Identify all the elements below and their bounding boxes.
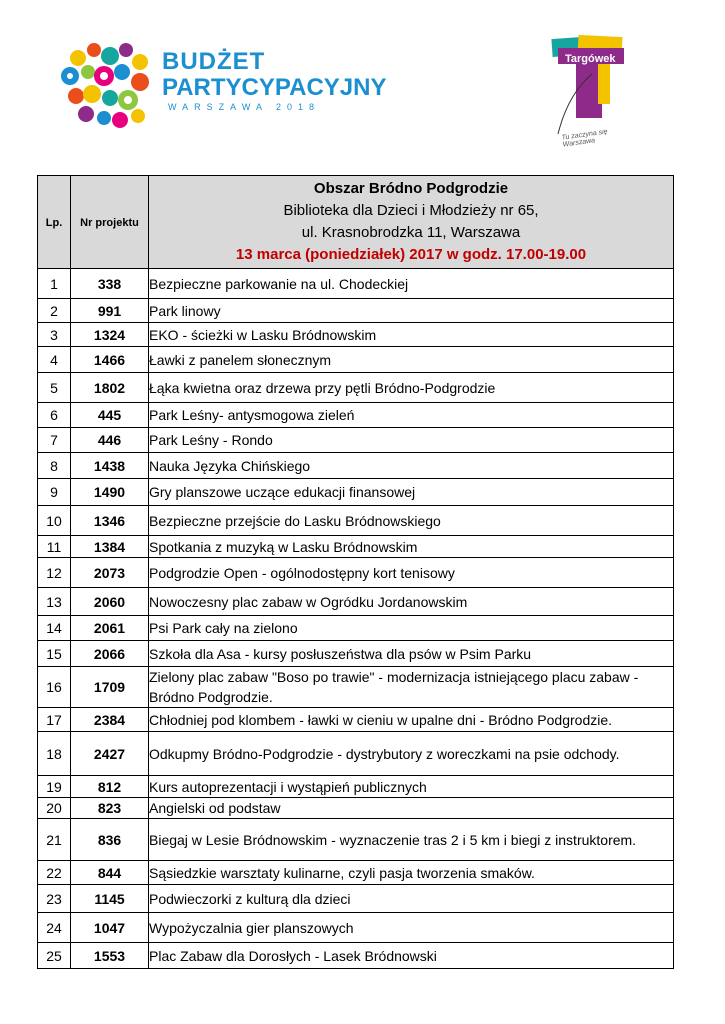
row-project-name: Angielski od podstaw (149, 798, 674, 819)
row-project-name: Bezpieczne parkowanie na ul. Chodeckiej (149, 269, 674, 299)
table-row (38, 913, 674, 943)
row-project-number: 1709 (71, 667, 149, 708)
row-lp: 11 (38, 536, 71, 558)
row-lp: 24 (38, 913, 71, 943)
row-project-name: Kurs autoprezentacji i wystąpień publicznych (149, 776, 674, 798)
table-header-row (38, 176, 674, 269)
row-project-number: 2066 (71, 641, 149, 667)
projects-table (37, 175, 674, 969)
targowek-name: Targówek (565, 53, 616, 65)
table-row (38, 885, 674, 913)
table-row (38, 373, 674, 403)
table-row (38, 732, 674, 776)
column-header-nr: Nr projektu (71, 176, 149, 269)
row-project-name: Odkupmy Bródno-Podgrodzie - dystrybutory z woreczkami na psie odchody. (149, 732, 674, 776)
row-project-name: Park Leśny- antysmogowa zieleń (149, 403, 674, 428)
table-row (38, 776, 674, 798)
row-project-number: 2384 (71, 708, 149, 732)
row-project-number: 812 (71, 776, 149, 798)
area-title: Obszar Bródno Podgrodzie (313, 180, 509, 197)
budzet-partycypacyjny-logo (58, 40, 387, 132)
row-project-name: Spotkania z muzyką w Lasku Bródnowskim (149, 536, 674, 558)
row-project-number: 1438 (71, 453, 149, 479)
table-row (38, 323, 674, 347)
row-project-number: 446 (71, 428, 149, 453)
row-project-number: 1802 (71, 373, 149, 403)
brand-line-partycypacyjny: PARTYCYPACYJNY (162, 74, 387, 101)
row-project-name: Nauka Języka Chińskiego (149, 453, 674, 479)
row-lp: 14 (38, 616, 71, 641)
row-project-number: 1047 (71, 913, 149, 943)
table-row (38, 299, 674, 323)
table-row (38, 943, 674, 969)
row-lp: 23 (38, 885, 71, 913)
row-lp: 8 (38, 453, 71, 479)
row-project-name: Szkoła dla Asa - kursy posłuszeństwa dla psów w Psim Parku (149, 641, 674, 667)
row-project-number: 1145 (71, 885, 149, 913)
brand-line-budzet: BUDŻET (162, 48, 266, 75)
row-project-number: 338 (71, 269, 149, 299)
row-project-name: Park linowy (149, 299, 674, 323)
column-header-lp: Lp. (38, 176, 71, 269)
area-header (149, 176, 674, 269)
row-project-number: 844 (71, 861, 149, 885)
row-project-name: Wypożyczalnia gier planszowych (149, 913, 674, 943)
row-lp: 16 (38, 667, 71, 708)
row-lp: 13 (38, 588, 71, 616)
row-project-name: Zielony plac zabaw "Boso po trawie" - modernizacja istniejącego placu zabaw - Bródno Podgrodzie. (149, 667, 674, 708)
row-project-number: 1346 (71, 506, 149, 536)
row-project-name: Gry planszowe uczące edukacji finansowej (149, 479, 674, 506)
row-lp: 21 (38, 819, 71, 861)
table-row (38, 861, 674, 885)
row-lp: 12 (38, 558, 71, 588)
table-row (38, 616, 674, 641)
row-project-name: Bezpieczne przejście do Lasku Bródnowskiego (149, 506, 674, 536)
targowek-slogan: Tu zaczyna się Warszawa (561, 128, 609, 149)
table-row (38, 347, 674, 373)
row-project-name: Park Leśny - Rondo (149, 428, 674, 453)
row-project-number: 1384 (71, 536, 149, 558)
row-project-name: Chłodniej pod klombem - ławki w cieniu w upalne dni - Bródno Podgrodzie. (149, 708, 674, 732)
targowek-logo (548, 34, 630, 149)
table-row (38, 479, 674, 506)
row-project-number: 2427 (71, 732, 149, 776)
row-project-number: 1553 (71, 943, 149, 969)
row-project-name: Łąka kwietna oraz drzewa przy pętli Bródno-Podgrodzie (149, 373, 674, 403)
table-row (38, 558, 674, 588)
row-lp: 20 (38, 798, 71, 819)
row-project-name: Sąsiedzkie warsztaty kulinarne, czyli pasja tworzenia smaków. (149, 861, 674, 885)
table-row (38, 667, 674, 708)
row-project-number: 823 (71, 798, 149, 819)
table-row (38, 819, 674, 861)
row-lp: 19 (38, 776, 71, 798)
row-project-number: 2073 (71, 558, 149, 588)
venue-address: ul. Krasnobrodzka 11, Warszawa (301, 224, 521, 241)
row-project-name: Nowoczesny plac zabaw w Ogródku Jordanowskim (149, 588, 674, 616)
row-lp: 5 (38, 373, 71, 403)
row-lp: 4 (38, 347, 71, 373)
row-lp: 18 (38, 732, 71, 776)
row-lp: 7 (38, 428, 71, 453)
table-row (38, 453, 674, 479)
row-lp: 1 (38, 269, 71, 299)
row-project-name: Podgrodzie Open - ogólnodostępny kort tenisowy (149, 558, 674, 588)
row-lp: 6 (38, 403, 71, 428)
row-project-name: Ławki z panelem słonecznym (149, 347, 674, 373)
table-row (38, 506, 674, 536)
row-project-name: Psi Park cały na zielono (149, 616, 674, 641)
table-row (38, 403, 674, 428)
row-lp: 2 (38, 299, 71, 323)
table-row (38, 798, 674, 819)
gears-cluster-icon (58, 40, 158, 132)
row-project-number: 1466 (71, 347, 149, 373)
row-project-name: EKO - ścieżki w Lasku Bródnowskim (149, 323, 674, 347)
row-lp: 25 (38, 943, 71, 969)
table-row (38, 536, 674, 558)
row-project-number: 1324 (71, 323, 149, 347)
row-project-name: Podwieczorki z kulturą dla dzieci (149, 885, 674, 913)
row-project-number: 1490 (71, 479, 149, 506)
row-lp: 9 (38, 479, 71, 506)
venue-name: Biblioteka dla Dzieci i Młodzieży nr 65, (283, 202, 539, 219)
table-row (38, 588, 674, 616)
row-lp: 17 (38, 708, 71, 732)
table-row (38, 269, 674, 299)
table-row (38, 428, 674, 453)
row-project-name: Plac Zabaw dla Dorosłych - Lasek Bródnowski (149, 943, 674, 969)
brand-line-warszawa: WARSZAWA 2018 (168, 102, 321, 112)
table-row (38, 641, 674, 667)
row-project-name: Biegaj w Lesie Bródnowskim - wyznaczenie tras 2 i 5 km i biegi z instruktorem. (149, 819, 674, 861)
row-lp: 15 (38, 641, 71, 667)
row-project-number: 836 (71, 819, 149, 861)
row-project-number: 445 (71, 403, 149, 428)
row-project-number: 991 (71, 299, 149, 323)
meeting-date: 13 marca (poniedziałek) 2017 w godz. 17.00-19.00 (235, 246, 587, 263)
table-row (38, 708, 674, 732)
row-lp: 22 (38, 861, 71, 885)
row-project-number: 2060 (71, 588, 149, 616)
row-project-number: 2061 (71, 616, 149, 641)
row-lp: 3 (38, 323, 71, 347)
row-lp: 10 (38, 506, 71, 536)
